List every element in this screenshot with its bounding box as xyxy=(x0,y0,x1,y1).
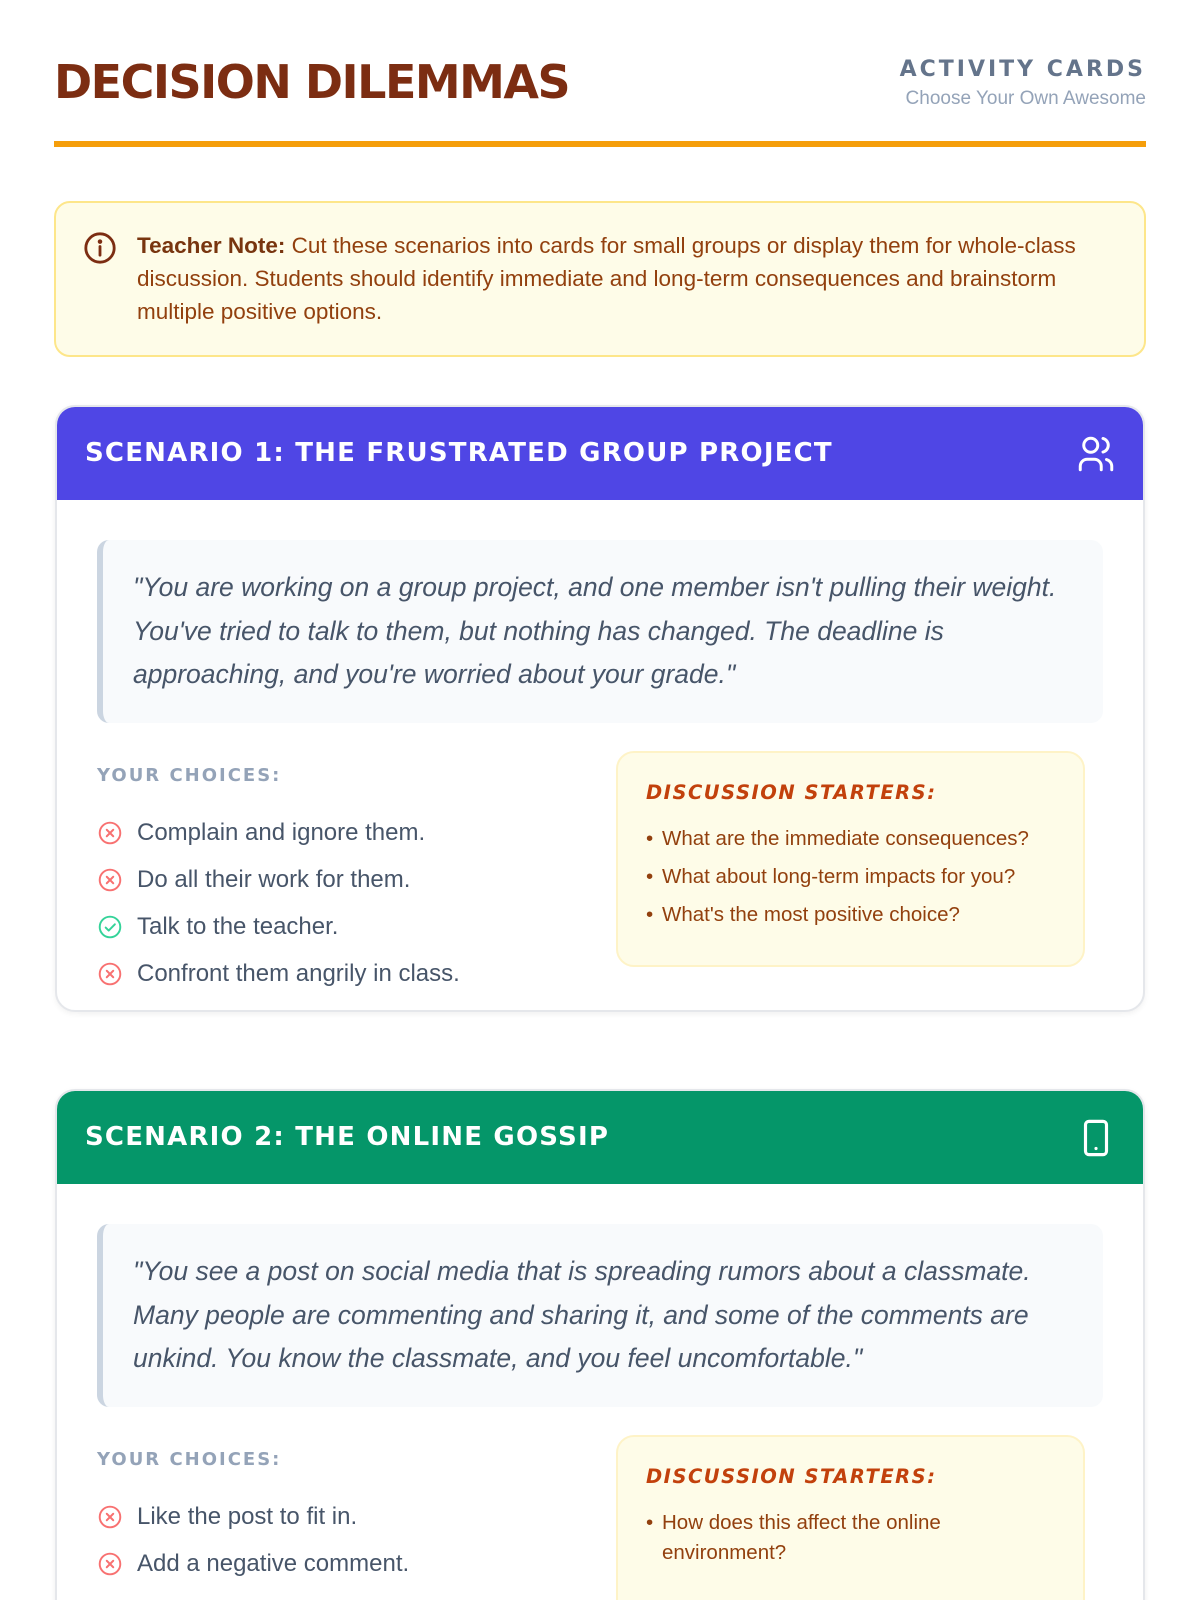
x-circle-icon xyxy=(97,961,123,987)
scenario-title: SCENARIO 1: THE FRUSTRATED GROUP PROJECT xyxy=(85,438,833,468)
choices-label: YOUR CHOICES: xyxy=(97,1448,282,1470)
scenario-header xyxy=(57,1091,1143,1184)
header-meta xyxy=(900,55,1146,112)
scenario-body xyxy=(57,1184,1143,1588)
check-circle-icon xyxy=(97,914,123,940)
header-subtitle: Choose Your Own Awesome xyxy=(905,88,1146,109)
scenario-title: SCENARIO 2: THE ONLINE GOSSIP xyxy=(85,1122,610,1152)
discussion-starters-title: DISCUSSION STARTERS: xyxy=(646,1464,937,1488)
discussion-starters-list xyxy=(646,1508,1055,1568)
scenario-quote: "You see a post on social media that is spreading rumors about a classmate. Many people are commenting and sharing it, and some of the comments are unkind. You know the classmate, and you feel uncomfortable." xyxy=(97,1224,1103,1407)
choice-text: Talk to the teacher. xyxy=(137,913,339,940)
x-circle-icon xyxy=(97,1504,123,1530)
discussion-starters xyxy=(616,751,1085,967)
tablet-icon xyxy=(1075,1117,1117,1159)
users-icon xyxy=(1075,433,1117,475)
discussion-starters xyxy=(616,1435,1085,1600)
header-kicker: ACTIVITY CARDS xyxy=(899,57,1146,82)
teacher-note-body: Cut these scenarios into cards for small groups or display them for whole-class discussion. Students should identify immediate and long-term consequences and brainstorm multiple positive options. xyxy=(137,233,1076,324)
discussion-starters-title: DISCUSSION STARTERS: xyxy=(646,780,937,804)
choices-label: YOUR CHOICES: xyxy=(97,764,282,786)
choice-text: Like the post to fit in. xyxy=(137,1503,358,1530)
discussion-starters-list xyxy=(646,824,1055,930)
x-circle-icon xyxy=(97,867,123,893)
page-title: DECISION DILEMMAS xyxy=(54,55,570,109)
discussion-starter-item: • What are the immediate consequences? xyxy=(646,824,1055,854)
scenario-quote: "You are working on a group project, and one member isn't pulling their weight. You've tried to talk to them, but nothing has changed. The deadline is approaching, and you're worried about your grade." xyxy=(97,540,1103,723)
info-icon xyxy=(83,231,117,265)
scenario-lower xyxy=(97,763,1103,998)
discussion-starter-item: • How does this affect the online environment? xyxy=(646,1508,1055,1568)
x-circle-icon xyxy=(97,1551,123,1577)
choice-text: Confront them angrily in class. xyxy=(137,960,460,987)
choice-text: Do all their work for them. xyxy=(137,866,411,893)
page-header xyxy=(54,0,1146,147)
scenario-body xyxy=(57,500,1143,998)
choice-text: Add a negative comment. xyxy=(137,1550,410,1577)
scenario-lower xyxy=(97,1447,1103,1588)
teacher-note-text xyxy=(137,229,1114,328)
discussion-starter-item: • What's the most positive choice? xyxy=(646,900,1055,930)
x-circle-icon xyxy=(97,820,123,846)
scenario-card xyxy=(55,1089,1145,1600)
header-divider xyxy=(54,141,1146,147)
scenario-card xyxy=(55,405,1145,1012)
scenario-header xyxy=(57,407,1143,500)
teacher-note-label: Teacher Note: xyxy=(137,233,286,258)
discussion-starter-item: • What about long-term impacts for you? xyxy=(646,862,1055,892)
teacher-note xyxy=(54,201,1146,357)
choice-text: Complain and ignore them. xyxy=(137,819,426,846)
